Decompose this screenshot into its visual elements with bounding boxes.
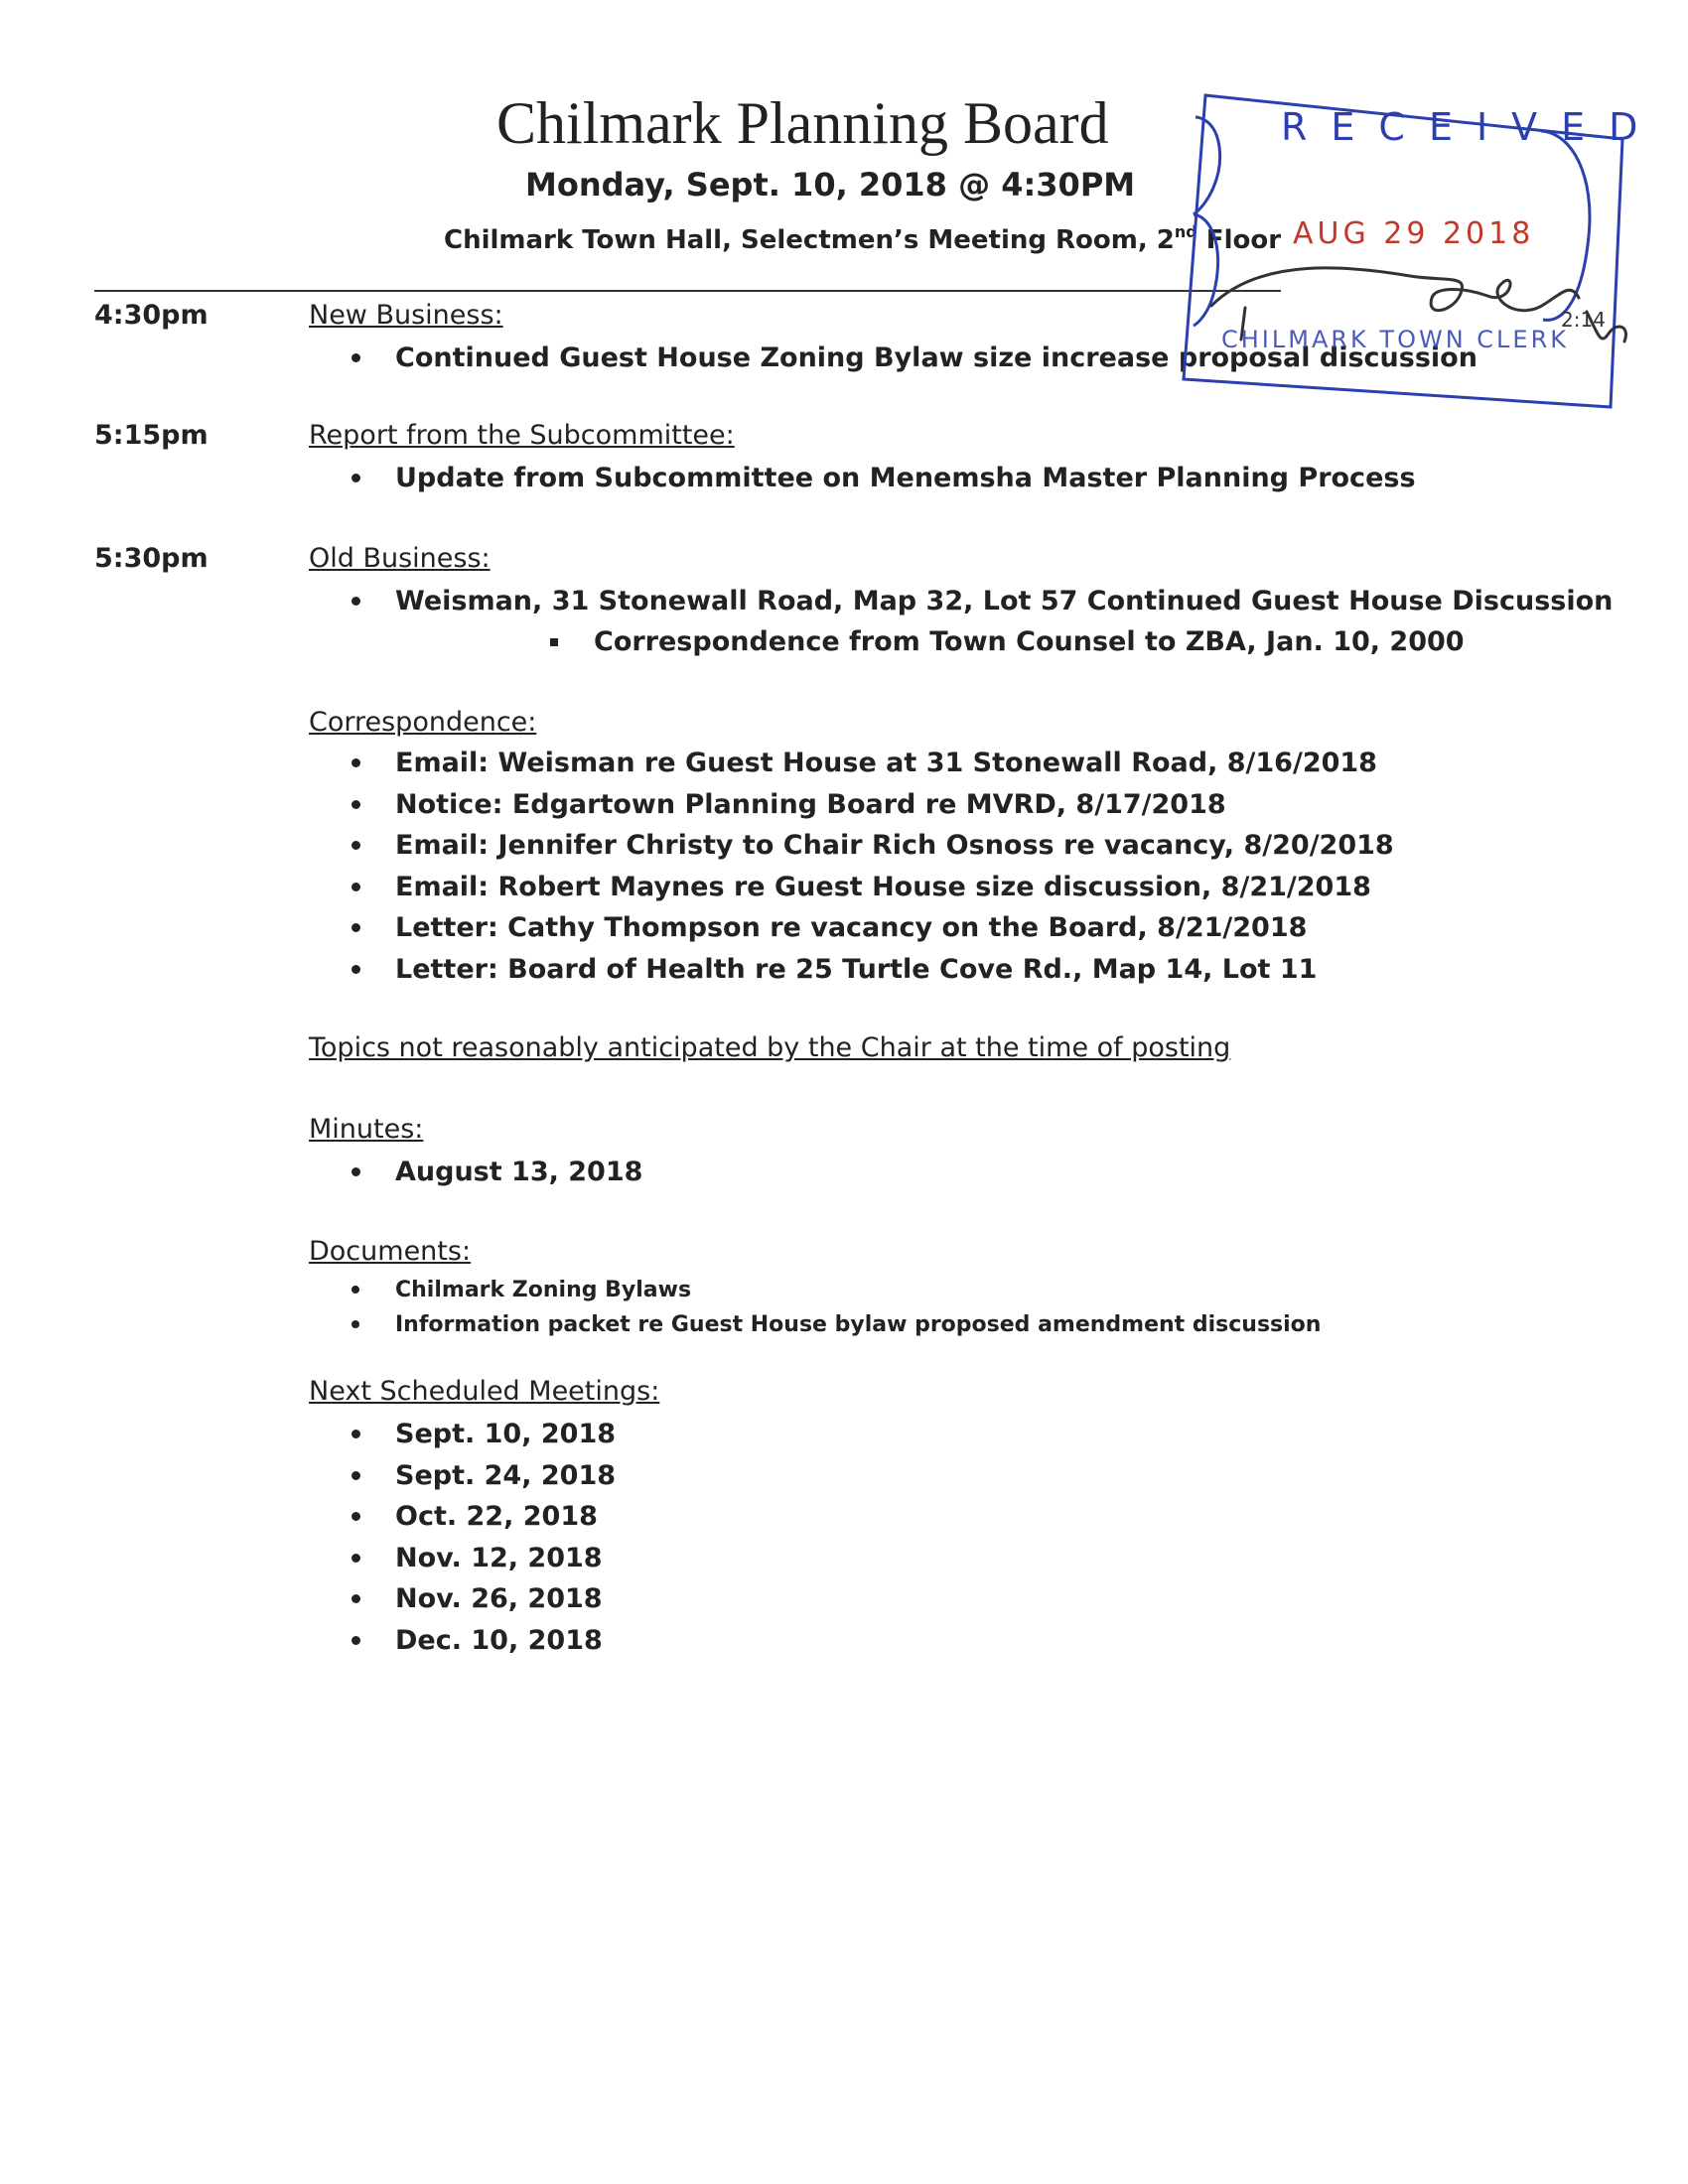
list-minutes xyxy=(348,1152,642,1193)
list-item: Sept. 10, 2018 xyxy=(348,1414,616,1455)
list-correspondence xyxy=(348,743,1394,990)
time-old-business: 5:30pm xyxy=(94,543,209,574)
location-superscript: nd xyxy=(1174,222,1197,241)
list-documents xyxy=(348,1273,1321,1342)
meeting-location xyxy=(444,214,1281,258)
sublist-old-business xyxy=(546,622,1465,662)
time-subcommittee: 5:15pm xyxy=(94,420,209,451)
list-item: Email: Robert Maynes re Guest House size discussion, 8/21/2018 xyxy=(348,867,1394,908)
list-item: Sept. 24, 2018 xyxy=(348,1455,616,1497)
list-item: Email: Weisman re Guest House at 31 Stonewall Road, 8/16/2018 xyxy=(348,743,1394,784)
list-item: Notice: Edgartown Planning Board re MVRD, 8/17/2018 xyxy=(348,784,1394,826)
list-item: Nov. 26, 2018 xyxy=(348,1578,616,1620)
list-item: Email: Jennifer Christy to Chair Rich Osnoss re vacancy, 8/20/2018 xyxy=(348,825,1394,867)
heading-correspondence: Correspondence: xyxy=(309,707,537,738)
heading-next-meetings: Next Scheduled Meetings: xyxy=(309,1376,660,1407)
list-item: Update from Subcommittee on Menemsha Master Planning Process xyxy=(348,458,1416,499)
stamp-office: CHILMARK TOWN CLERK xyxy=(1221,326,1569,353)
list-item: Dec. 10, 2018 xyxy=(348,1620,616,1662)
header-divider xyxy=(94,290,1281,292)
list-item: Letter: Cathy Thompson re vacancy on the Board, 8/21/2018 xyxy=(348,907,1394,949)
heading-documents: Documents: xyxy=(309,1236,472,1267)
page-title: Chilmark Planning Board xyxy=(496,90,1109,156)
list-item: Continued Guest House Zoning Bylaw size increase proposal discussion xyxy=(348,338,1477,379)
heading-old-business: Old Business: xyxy=(309,543,491,574)
received-stamp xyxy=(1172,87,1662,407)
heading-new-business: New Business: xyxy=(309,300,503,331)
list-item: August 13, 2018 xyxy=(348,1152,642,1193)
list-old-business xyxy=(348,581,1613,622)
list-item: Weisman, 31 Stonewall Road, Map 32, Lot 57 Continued Guest House Discussion xyxy=(348,581,1613,622)
stamp-received-text: RECEIVED xyxy=(1281,105,1662,149)
stamp-date: AUG 29 2018 xyxy=(1293,216,1535,251)
location-main: Chilmark Town Hall, Selectmen’s Meeting Room, 2 xyxy=(444,225,1175,255)
list-subitem: Correspondence from Town Counsel to ZBA, Jan. 10, 2000 xyxy=(546,622,1465,662)
heading-topics: Topics not reasonably anticipated by the Chair at the time of posting xyxy=(309,1032,1231,1063)
heading-subcommittee: Report from the Subcommittee: xyxy=(309,420,735,451)
meeting-date: Monday, Sept. 10, 2018 @ 4:30PM xyxy=(525,166,1136,204)
list-next-meetings xyxy=(348,1414,616,1661)
list-item: Letter: Board of Health re 25 Turtle Cove Rd., Map 14, Lot 11 xyxy=(348,949,1394,991)
list-item: Information packet re Guest House bylaw proposed amendment discussion xyxy=(348,1307,1321,1342)
list-subcommittee xyxy=(348,458,1416,499)
location-end: Floor xyxy=(1196,225,1282,255)
list-item: Chilmark Zoning Bylaws xyxy=(348,1273,1321,1307)
stamp-time-note: 2:14 xyxy=(1561,308,1606,332)
heading-minutes: Minutes: xyxy=(309,1114,424,1145)
list-item: Nov. 12, 2018 xyxy=(348,1538,616,1579)
list-item: Oct. 22, 2018 xyxy=(348,1496,616,1538)
time-new-business: 4:30pm xyxy=(94,300,209,331)
